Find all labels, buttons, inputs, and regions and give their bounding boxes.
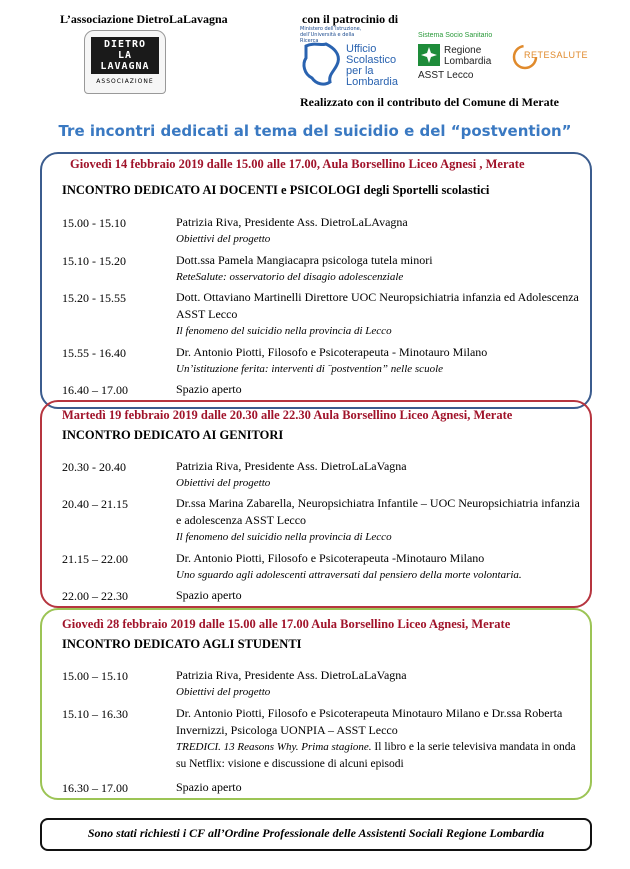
logo-line: DIETRO (103, 39, 147, 50)
usr-line: Lombardia (346, 76, 398, 88)
contribution-label: Realizzato con il contributo del Comune di Merate (300, 95, 559, 109)
session-time: 22.00 – 22.30 (62, 589, 128, 603)
session-item (176, 252, 581, 286)
session-time: 20.40 – 21.15 (62, 497, 128, 511)
topic: Il fenomeno del suicidio nella provincia di Lecco (176, 531, 392, 543)
topic-rest: Il libro e la serie televisiva mandata in onda su Netflix: visione e discussione di alcuni episodi (176, 741, 576, 770)
speaker: Spazio aperto (176, 588, 242, 602)
session-time: 15.00 - 15.10 (62, 216, 126, 230)
session-title: INCONTRO DEDICATO AI DOCENTI e PSICOLOGI degli Sportelli scolastici (62, 183, 490, 197)
session-time: 15.20 - 15.55 (62, 291, 126, 305)
lombardia-map-icon (300, 40, 344, 88)
session-item (176, 495, 581, 546)
session-time: 16.30 – 17.00 (62, 781, 128, 795)
main-title: Tre incontri dedicati al tema del suicidio e del “postvention” (58, 122, 572, 140)
session-item (176, 779, 581, 796)
session-time: 15.10 - 15.20 (62, 254, 126, 268)
ministry-text: Ministero dell’Istruzione, dell’Università e della Ricerca (300, 26, 362, 44)
topic: Uno sguardo agli adolescenti attraversati dal pensiero della morte volontaria. (176, 569, 522, 581)
usr-logo-text (346, 44, 398, 88)
session-title: INCONTRO DEDICATO AGLI STUDENTI (62, 637, 302, 651)
session-item (176, 587, 581, 604)
logo-sub: ASSOCIAZIONE (96, 78, 154, 85)
rl-line: Lombardia (444, 56, 492, 67)
session-time: 15.10 – 16.30 (62, 707, 128, 721)
dietrolalavagna-logo (84, 30, 166, 94)
association-label: L’associazione DietroLaLavagna (60, 12, 228, 26)
session-item (176, 458, 581, 492)
topic: Obiettivi del progetto (176, 233, 271, 245)
speaker: Dr. Antonio Piotti, Filosofo e Psicoterapeuta - Minotauro Milano (176, 345, 488, 359)
topic: Il fenomeno del suicidio nella provincia di Lecco (176, 325, 392, 337)
asst-text: ASST Lecco (418, 70, 474, 81)
retesalute-text: RETESALUTE (524, 50, 589, 60)
session-time: 16.40 – 17.00 (62, 383, 128, 397)
logo-line: LAVAGNA (100, 61, 150, 72)
speaker: Patrizia Riva, Presidente Ass. DietroLaLAvagna (176, 215, 408, 229)
session-title: INCONTRO DEDICATO AI GENITORI (62, 428, 284, 442)
session-time: 21.15 – 22.00 (62, 552, 128, 566)
speaker: Spazio aperto (176, 780, 242, 794)
session-time: 20.30 - 20.40 (62, 460, 126, 474)
session-item (176, 289, 581, 340)
usr-line: per la (346, 65, 374, 77)
speaker: Patrizia Riva, Presidente Ass. DietroLaLaVagna (176, 668, 407, 682)
patronage-label: con il patrocinio di (302, 12, 399, 26)
regione-lombardia-icon (418, 44, 440, 66)
session-item (176, 214, 581, 248)
sss-title: Sistema Socio Sanitario (418, 32, 493, 39)
session-heading: Giovedì 28 febbraio 2019 dalle 15.00 alle 17.00 Aula Borsellino Liceo Agnesi, Merate (62, 617, 511, 631)
speaker: Patrizia Riva, Presidente Ass. DietroLaLaVagna (176, 459, 407, 473)
usr-line: Scolastico (346, 54, 397, 66)
session-heading: Martedì 19 febbraio 2019 dalle 20.30 alle 22.30 Aula Borsellino Liceo Agnesi, Merate (62, 408, 513, 422)
session-time: 15.55 - 16.40 (62, 346, 126, 360)
session-time: 15.00 – 15.10 (62, 669, 128, 683)
topic: Obiettivi del progetto (176, 477, 271, 489)
topic-italic: TREDICI. 13 Reasons Why. Prima stagione. (176, 741, 372, 753)
topic (176, 739, 581, 773)
session-heading: Giovedì 14 febbraio 2019 dalle 15.00 alle 17.00, Aula Borsellino Liceo Agnesi , Merate (70, 157, 525, 171)
footer-note: Sono stati richiesti i CF all’Ordine Professionale delle Assistenti Sociali Regione Lombardia (87, 826, 545, 840)
session-item (176, 705, 581, 773)
session-item (176, 381, 581, 398)
rl-line: Regione (444, 45, 482, 56)
speaker: Spazio aperto (176, 382, 242, 396)
speaker: Dr. Antonio Piotti, Filosofo e Psicoterapeuta Minotauro Milano e Dr.ssa Roberta Invernizzi, Psicologa UONPIA – ASST Lecco (176, 706, 563, 737)
session-item (176, 550, 581, 584)
session-item (176, 667, 581, 701)
topic: ReteSalute: osservatorio del disagio adolescenziale (176, 271, 404, 283)
regione-lombardia-text (444, 45, 491, 67)
speaker: Dott.ssa Pamela Mangiacapra psicologa tutela minori (176, 253, 433, 267)
speaker: Dr. Antonio Piotti, Filosofo e Psicoterapeuta -Minotauro Milano (176, 551, 485, 565)
topic: Un’istituzione ferita: interventi di ¨postvention” nelle scuole (176, 363, 444, 375)
logo-line: LA (117, 50, 133, 61)
usr-line: Ufficio (346, 43, 377, 55)
speaker: Dr.ssa Marina Zabarella, Neuropsichiatra Infantile – UOC Neuropsichiatria infanzia e adolescenza ASST Lecco (176, 496, 580, 527)
topic: Obiettivi del progetto (176, 686, 271, 698)
session-item (176, 344, 581, 378)
speaker: Dott. Ottaviano Martinelli Direttore UOC Neuropsichiatria infanzia ed Adolescenza ASST Lecco (176, 290, 579, 321)
